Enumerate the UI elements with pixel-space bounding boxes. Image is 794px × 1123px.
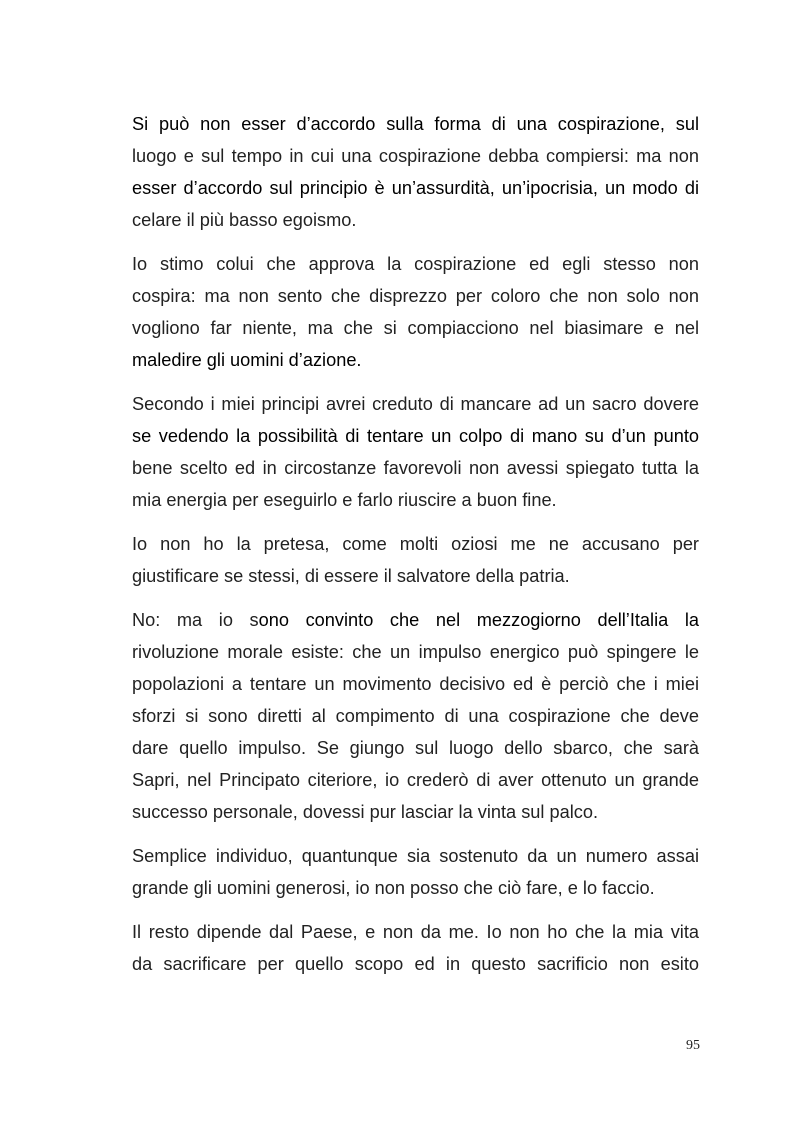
body-text [132, 108, 699, 992]
text-line: vogliono far niente, ma che si compiacciono nel biasimare e nel [132, 318, 699, 338]
text-line: luogo e sul tempo in cui una cospirazione debba compiersi: ma non [132, 146, 699, 166]
text-line: grande gli uomini generosi, io non posso che ciò fare, e lo faccio. [132, 878, 655, 898]
text-line: Io stimo colui che approva la cospirazione ed egli stesso non [132, 254, 699, 274]
text-line: Si può non esser d’accordo sulla forma di una cospirazione, sul [132, 114, 699, 134]
text-line: maledire gli uomini d’azione. [132, 350, 362, 370]
text-line: bene scelto ed in circostanze favorevoli non avessi spiegato tutta la [132, 458, 699, 478]
paragraph-7 [132, 916, 699, 980]
text-line: mia energia per eseguirlo e farlo riuscire a buon fine. [132, 490, 557, 510]
text-line: Il resto dipende dal Paese, e non da me. Io non ho che la mia vita [132, 922, 699, 942]
text-line: celare il più basso egoismo. [132, 210, 357, 230]
page-number: 95 [686, 1038, 700, 1053]
text-line: da sacrificare per quello scopo ed in questo sacrificio non esito [132, 954, 699, 974]
paragraph-4 [132, 528, 699, 592]
text-line: cospira: ma non sento che disprezzo per coloro che non solo non [132, 286, 699, 306]
text-line: sforzi si sono diretti al compimento di una cospirazione che deve [132, 706, 699, 726]
text-line: esser d’accordo sul principio è un’assurdità, un’ipocrisia, un modo di [132, 178, 699, 198]
text-line: popolazioni a tentare un movimento decisivo ed è perciò che i miei [132, 674, 699, 694]
text-line: successo personale, dovessi pur lasciar la vinta sul palco. [132, 802, 599, 822]
text-line: rivoluzione morale esiste: che un impulso energico può spingere le [132, 642, 699, 662]
text-line: Sapri, nel Principato citeriore, io crederò di aver ottenuto un grande [132, 770, 699, 790]
paragraph-3 [132, 388, 699, 516]
text-line: No: ma io sono convinto che nel mezzogiorno dell’Italia la [132, 610, 699, 630]
text-line: giustificare se stessi, di essere il salvatore della patria. [132, 566, 570, 586]
paragraph-1 [132, 108, 699, 236]
paragraph-5 [132, 604, 699, 828]
paragraph-2 [132, 248, 699, 376]
text-line: dare quello impulso. Se giungo sul luogo dello sbarco, che sarà [132, 738, 699, 758]
text-line: Secondo i miei principi avrei creduto di mancare ad un sacro dovere [132, 394, 699, 414]
text-line: Io non ho la pretesa, come molti oziosi me ne accusano per [132, 534, 699, 554]
paragraph-6 [132, 840, 699, 904]
text-line: Semplice individuo, quantunque sia sostenuto da un numero assai [132, 846, 699, 866]
text-line: se vedendo la possibilità di tentare un colpo di mano su d’un punto [132, 426, 699, 446]
